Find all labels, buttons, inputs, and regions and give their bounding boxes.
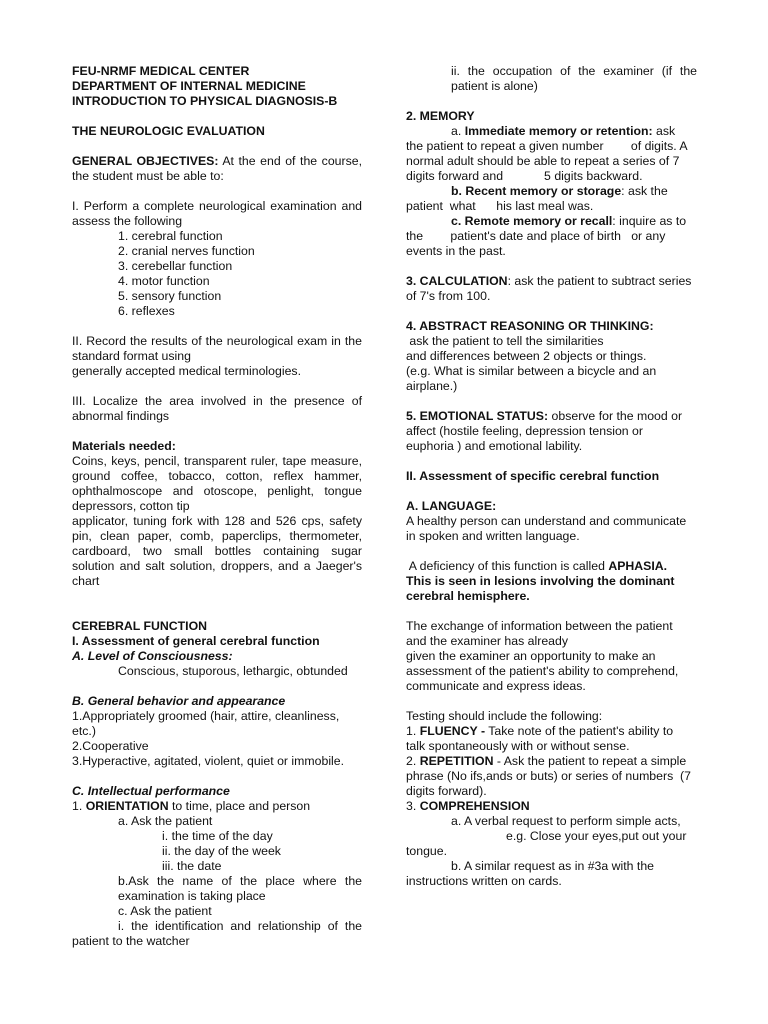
abstract-l4: airplane.) [406,379,458,393]
orientation-a-i: i. the time of the day [162,829,273,843]
testing-intro: Testing should include the following: [406,709,603,723]
memory-c-cont: the patient's date and place of birth or any [406,229,666,243]
orientation-b-cont: examination is taking place [118,889,266,903]
consciousness-text: Conscious, stuporous, lethargic, obtunded [118,664,348,678]
objective-1-cont: assess the following [72,214,183,228]
occupation-item: ii. the occupation of the examiner (if the [451,64,697,78]
memory-heading: 2. MEMORY [406,109,475,123]
memory-b: b. Recent memory or storage: ask the [451,184,668,198]
objective-3: III. Localize the area involved in the presence of [72,394,362,408]
list-item: 4. motor function [118,274,210,288]
abstract-heading: 4. ABSTRACT REASONING OR THINKING: [406,319,654,333]
materials-heading: Materials needed: [72,439,176,453]
consciousness-heading: A. Level of Consciousness: [72,649,233,663]
calculation-cont: of 7's from 100. [406,289,491,303]
list-item: 6. reflexes [118,304,175,318]
objective-2: II. Record the results of the neurological exam in the [72,334,362,348]
orientation-item: 1. ORIENTATION to time, place and person [72,799,311,813]
materials-line: chart [72,574,100,588]
list-item: 3. cerebellar function [118,259,233,273]
behavior-item-3: 3.Hyperactive, agitated, violent, quiet or immobile. [72,754,345,768]
repetition-cont2: digits forward). [406,784,487,798]
orientation-c-i-cont: patient to the watcher [72,934,190,948]
orientation-c-i: i. the identification and relationship of the [118,919,362,933]
comprehension-item: 3. COMPREHENSION [406,799,530,813]
list-item: 1. cerebral function [118,229,223,243]
abstract-l2: and differences between 2 objects or things. [406,349,647,363]
header-line-1: FEU-NRMF MEDICAL CENTER [72,64,250,78]
exchange-l3: given the examiner an opportunity to make an [406,649,656,663]
repetition-item: 2. REPETITION - Ask the patient to repeat a simple [406,754,687,768]
header-line-3: INTRODUCTION TO PHYSICAL DIAGNOSIS-B [72,94,338,108]
orientation-c: c. Ask the patient [118,904,212,918]
comprehension-a: a. A verbal request to perform simple acts, [451,814,681,828]
orientation-b: b.Ask the name of the place where the [118,874,362,888]
left-column [72,64,362,949]
memory-a-cont3: digits forward and 5 digits backward. [406,169,643,183]
objective-1: I. Perform a complete neurological examination and [72,199,362,213]
exchange-l5: communicate and express ideas. [406,679,586,693]
emotional-l3: euphoria ) and emotional lability. [406,439,583,453]
memory-a-cont: the patient to repeat a given number of digits. A [406,139,688,153]
repetition-cont: phrase (No ifs,ands or buts) or series of numbers (7 [406,769,691,783]
calculation-item: 3. CALCULATION: ask the patient to subtract series [406,274,692,288]
materials-line: ophthalmoscope and otoscope, penlight, tongue [72,484,362,498]
exchange-l2: and the examiner has already [406,634,569,648]
objective-3-cont: abnormal findings [72,409,170,423]
materials-line: cardboard, two small bottles containing sugar [72,544,362,558]
aphasia-l2: This is seen in lesions involving the dominant [406,574,675,588]
behavior-item-1-cont: etc.) [72,724,96,738]
objectives-intro: GENERAL OBJECTIVES: At the end of the course, [72,154,362,168]
objective-2-cont2: generally accepted medical terminologies. [72,364,301,378]
language-heading: A. LANGUAGE: [406,499,497,513]
abstract-l1: ask the patient to tell the similarities [406,334,604,348]
behavior-item-1: 1.Appropriately groomed (hair, attire, cleanliness, [72,709,340,723]
aphasia-l3: cerebral hemisphere. [406,589,530,603]
exchange-l1: The exchange of information between the patient [406,619,673,633]
objectives-intro-cont: the student must be able to: [72,169,224,183]
exchange-l4: assessment of the patient's ability to comprehend, [406,664,679,678]
language-l1: A healthy person can understand and communicate [406,514,687,528]
section-2-heading: II. Assessment of specific cerebral function [406,469,660,483]
materials-line: solution and salt solution, droppers, and a Jaeger's [72,559,362,573]
materials-line: pin, clean paper, comb, paperclips, thermometer, [72,529,362,543]
occupation-item-cont: patient is alone) [451,79,538,93]
emotional-l2: affect (hostile feeling, depression tension or [406,424,643,438]
comprehension-b: b. A similar request as in #3a with the [451,859,655,873]
comprehension-a-cont2: tongue. [406,844,448,858]
materials-line: applicator, tuning fork with 128 and 526 cps, safety [72,514,362,528]
emotional-item: 5. EMOTIONAL STATUS: observe for the mood or [406,409,683,423]
cerebral-subheading: I. Assessment of general cerebral function [72,634,320,648]
memory-c-cont2: events in the past. [406,244,506,258]
cerebral-heading: CEREBRAL FUNCTION [72,619,208,633]
memory-a-cont2: normal adult should be able to repeat a series of 7 [406,154,680,168]
materials-line: depressors, cotton tip [72,499,190,513]
behavior-heading: B. General behavior and appearance [72,694,286,708]
list-item: 2. cranial nerves function [118,244,255,258]
orientation-a: a. Ask the patient [118,814,213,828]
right-column [406,64,697,889]
document-title: THE NEUROLOGIC EVALUATION [72,124,265,138]
fluency-cont: talk spontaneously with or without sense. [406,739,630,753]
comprehension-a-cont: e.g. Close your eyes,put out your [506,829,687,843]
language-l2: in spoken and written language. [406,529,580,543]
behavior-item-2: 2.Cooperative [72,739,149,753]
comprehension-b-cont: instructions written on cards. [406,874,562,888]
materials-line: Coins, keys, pencil, transparent ruler, tape measure, [72,454,362,468]
memory-c: c. Remote memory or recall: inquire as to [451,214,687,228]
fluency-item: 1. FLUENCY - Take note of the patient's ability to [406,724,674,738]
materials-line: ground coffee, tobacco, cotton, reflex hammer, [72,469,362,483]
objective-2-cont: standard format using [72,349,191,363]
orientation-a-iii: iii. the date [162,859,222,873]
orientation-a-ii: ii. the day of the week [162,844,281,858]
memory-b-cont: patient what his last meal was. [406,199,594,213]
header-line-2: DEPARTMENT OF INTERNAL MEDICINE [72,79,306,93]
memory-a: a. Immediate memory or retention: ask [451,124,676,138]
abstract-l3: (e.g. What is similar between a bicycle and an [406,364,657,378]
aphasia-l1: A deficiency of this function is called APHASIA. [406,559,668,573]
list-item: 5. sensory function [118,289,222,303]
intellectual-heading: C. Intellectual performance [72,784,230,798]
